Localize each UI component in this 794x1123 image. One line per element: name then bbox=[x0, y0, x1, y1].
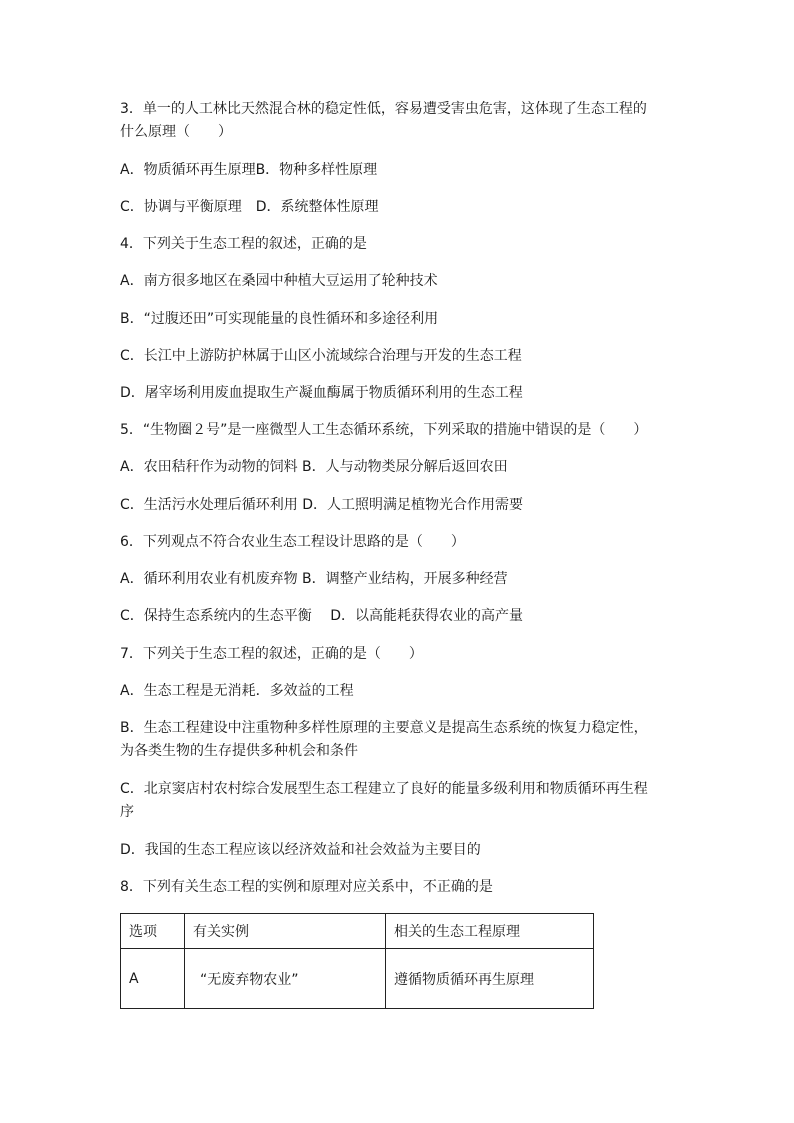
q7-option-c-line1: C．北京窦店村农村综合发展型生态工程建立了良好的能量多级利用和物质循环再生程 bbox=[120, 781, 648, 797]
table-header-row bbox=[121, 914, 594, 949]
q4-option-a: A．南方很多地区在桑园中种植大豆运用了轮种技术 bbox=[120, 273, 438, 289]
q7-option-a: A．生态工程是无消耗．多效益的工程 bbox=[120, 683, 354, 699]
q7-option-d: D．我国的生态工程应该以经济效益和社会效益为主要目的 bbox=[120, 842, 481, 858]
q4-stem: 4．下列关于生态工程的叙述，正确的是 bbox=[120, 236, 367, 252]
table-cell-principle: 遵循物质循环再生原理 bbox=[386, 949, 594, 1009]
q3-options-cd: C．协调与平衡原理 D．系统整体性原理 bbox=[120, 199, 379, 215]
q6-options-cd: C．保持生态系统内的生态平衡 D．以高能耗获得农业的高产量 bbox=[120, 608, 524, 624]
table-header-principle: 相关的生态工程原理 bbox=[386, 914, 594, 949]
q7-option-c-line2: 序 bbox=[120, 804, 134, 820]
q5-stem: 5．“生物圈２号”是一座微型人工生态循环系统，下列采取的措施中错误的是（ ） bbox=[120, 422, 648, 438]
q4-option-c: C．长江中上游防护林属于山区小流域综合治理与开发的生态工程 bbox=[120, 348, 522, 364]
q3-stem-line1: 3．单一的人工林比天然混合林的稳定性低，容易遭受害虫危害，这体现了生态工程的 bbox=[120, 101, 647, 117]
q4-option-b: B．“过腹还田”可实现能量的良性循环和多途径利用 bbox=[120, 311, 439, 327]
q7-stem: 7．下列关于生态工程的叙述，正确的是（ ） bbox=[120, 646, 423, 662]
q8-stem: 8．下列有关生态工程的实例和原理对应关系中，不正确的是 bbox=[120, 879, 493, 895]
table-header-option: 选项 bbox=[121, 914, 185, 949]
q5-options-ab: A．农田秸秆作为动物的饲料 B．人与动物类尿分解后返回农田 bbox=[120, 459, 508, 475]
q5-options-cd: C．生活污水处理后循环利用 D．人工照明满足植物光合作用需要 bbox=[120, 497, 524, 513]
q6-options-ab: A．循环利用农业有机废弃物 B．调整产业结构，开展多种经营 bbox=[120, 571, 508, 587]
q7-option-b-line2: 为各类生物的生存提供多种机会和条件 bbox=[120, 743, 358, 759]
q6-stem: 6．下列观点不符合农业生态工程设计思路的是（ ） bbox=[120, 534, 465, 550]
table-cell-option: A bbox=[121, 949, 185, 1009]
q7-option-b-line1: B．生态工程建设中注重物种多样性原理的主要意义是提高生态系统的恢复力稳定性， bbox=[120, 720, 648, 736]
q8-table bbox=[120, 913, 594, 1009]
table-header-example: 有关实例 bbox=[185, 914, 386, 949]
table-row bbox=[121, 949, 594, 1009]
table-cell-example: “无废弃物农业” bbox=[185, 949, 386, 1009]
q3-stem-line2: 什么原理（ ） bbox=[120, 124, 232, 140]
q4-option-d: D．屠宰场利用废血提取生产凝血酶属于物质循环利用的生态工程 bbox=[120, 385, 523, 401]
q3-options-ab: A．物质循环再生原理B．物种多样性原理 bbox=[120, 162, 378, 178]
